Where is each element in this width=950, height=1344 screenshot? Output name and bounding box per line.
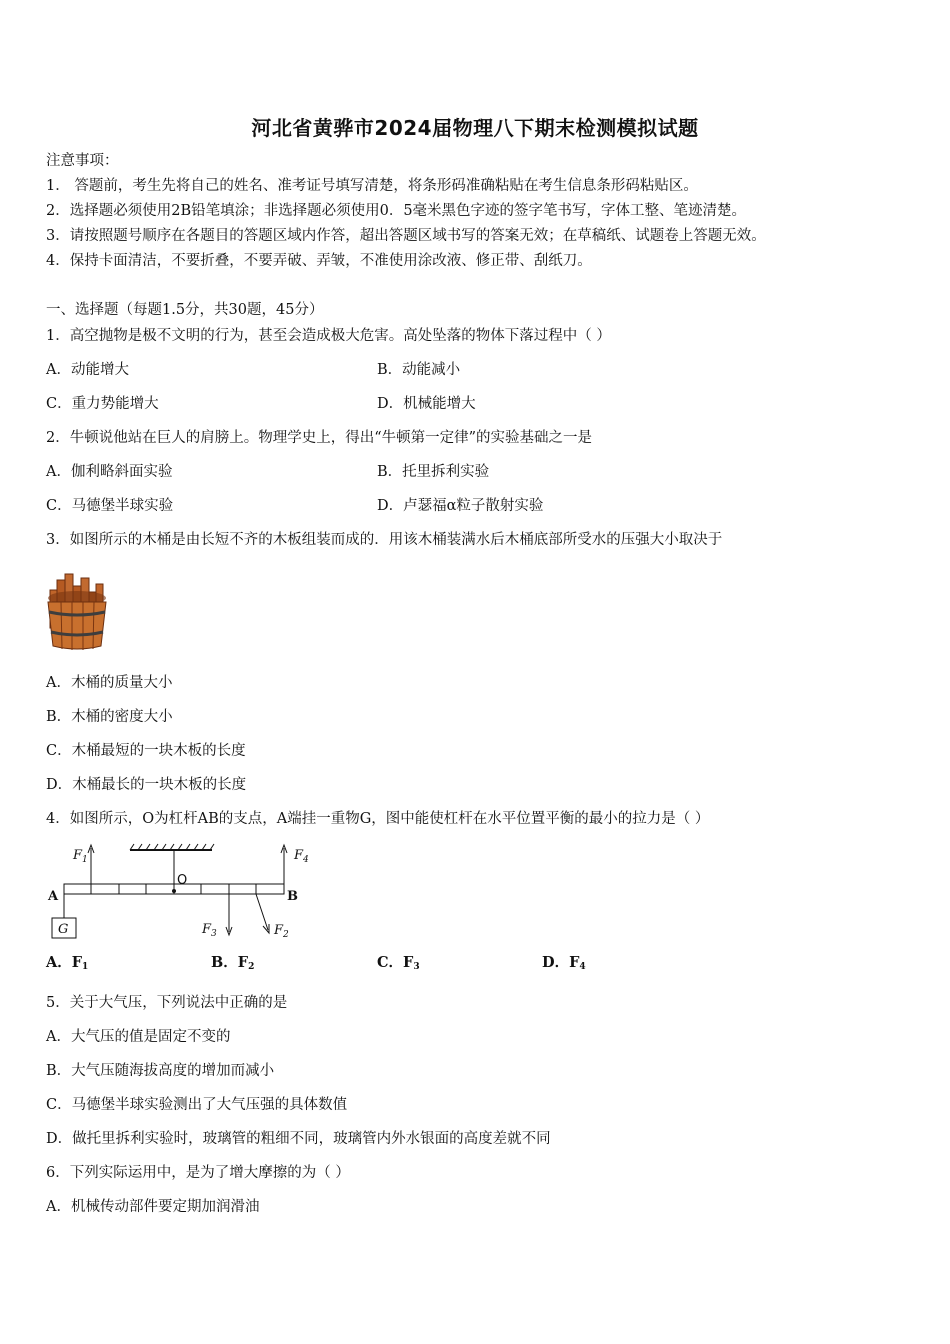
- force-f4-index: 4: [303, 855, 309, 865]
- svg-text:F2: [273, 923, 289, 940]
- question-3-option-d[interactable]: D．木桶最长的一块木板的长度: [46, 777, 247, 793]
- question-5-option-d[interactable]: D．做托里拆利实验时，玻璃管的粗细不同，玻璃管内外水银面的高度差就不同: [46, 1131, 551, 1147]
- pivot-label-o: O: [177, 873, 188, 888]
- force-f3-letter: F: [202, 922, 212, 937]
- question-4-stem: 4．如图所示，O为杠杆AB的支点，A端挂一重物G，图中能使杠杆在水平位置平衡的最小的拉力是（ ）: [46, 811, 710, 827]
- question-2-option-b[interactable]: B．托里拆利实验: [377, 464, 490, 480]
- notice-item-4: 4．保持卡面清洁，不要折叠，不要弄破、弄皱，不准使用涂改液、修正带、刮纸刀。: [46, 253, 592, 269]
- question-4-option-d[interactable]: D．$F_4$: [542, 954, 586, 972]
- notice-item-2: 2．选择题必须使用2B铅笔填涂；非选择题必须使用0．5毫米黑色字迹的签字笔书写，字体工整、笔迹清楚。: [46, 203, 747, 219]
- lever-end-a-label: A: [48, 889, 59, 904]
- question-5-stem: 5．关于大气压，下列说法中正确的是: [46, 995, 288, 1011]
- question-1-option-b[interactable]: B．动能减小: [377, 362, 461, 378]
- force-f1-index: 1: [82, 855, 88, 865]
- question-4-option-a[interactable]: A．$F_1$: [46, 954, 89, 972]
- notice-item-1: 1． 答题前，考生先将自己的姓名、准考证号填写清楚，将条形码准确粘贴在考生信息条形码粘贴区。: [46, 178, 698, 194]
- question-6-option-a[interactable]: A．机械传动部件要定期加润滑油: [46, 1199, 260, 1215]
- svg-text:F1: [72, 848, 88, 865]
- force-f2-index: 2: [283, 930, 289, 940]
- question-4-option-b[interactable]: B．$F_2$: [211, 954, 255, 972]
- lever-end-b-label: B: [287, 889, 298, 904]
- question-1-stem: 1．高空抛物是极不文明的行为，甚至会造成极大危害。高处坠落的物体下落过程中（ ）: [46, 328, 611, 344]
- force-f4-letter: F: [294, 848, 304, 863]
- wooden-bucket-figure: [44, 572, 110, 652]
- question-1-option-a[interactable]: A．动能增大: [46, 362, 129, 378]
- question-3-option-a[interactable]: A．木桶的质量大小: [46, 675, 173, 691]
- page-title: 河北省黄骅市2024届物理八下期末检测模拟试题: [251, 116, 699, 140]
- force-f1-letter: F: [73, 848, 83, 863]
- question-3-option-c[interactable]: C．木桶最短的一块木板的长度: [46, 743, 246, 759]
- svg-text:F4: [293, 848, 309, 865]
- notice-heading: 注意事项：: [46, 153, 119, 169]
- section-heading: 一、选择题（每题1.5分，共30题，45分）: [46, 302, 324, 318]
- lever-diagram: [44, 842, 334, 942]
- question-2-option-d[interactable]: D．卢瑟福α粒子散射实验: [377, 498, 544, 514]
- question-2-option-c[interactable]: C．马德堡半球实验: [46, 498, 174, 514]
- question-3-stem: 3．如图所示的木桶是由长短不齐的木板组装而成的．用该木桶装满水后木桶底部所受水的压强大小取决于: [46, 532, 723, 548]
- question-1-option-c[interactable]: C．重力势能增大: [46, 396, 159, 412]
- question-5-option-b[interactable]: B．大气压随海拔高度的增加而减小: [46, 1063, 275, 1079]
- weight-g-label: G: [58, 922, 69, 937]
- question-2-option-a[interactable]: A．伽利略斜面实验: [46, 464, 173, 480]
- notice-item-3: 3．请按照题号顺序在各题目的答题区域内作答，超出答题区域书写的答案无效；在草稿纸、试题卷上答题无效。: [46, 228, 766, 244]
- question-3-option-b[interactable]: B．木桶的密度大小: [46, 709, 173, 725]
- question-1-option-d[interactable]: D．机械能增大: [377, 396, 476, 412]
- question-6-stem: 6．下列实际运用中，是为了增大摩擦的为（ ）: [46, 1165, 350, 1181]
- force-f2-letter: F: [274, 923, 284, 938]
- svg-text:F3: [201, 922, 217, 939]
- question-4-option-c[interactable]: C．$F_3$: [377, 954, 420, 972]
- question-5-option-c[interactable]: C．马德堡半球实验测出了大气压强的具体数值: [46, 1097, 348, 1113]
- question-2-stem: 2．牛顿说他站在巨人的肩膀上。物理学史上，得出“牛顿第一定律”的实验基础之一是: [46, 430, 593, 446]
- question-5-option-a[interactable]: A．大气压的值是固定不变的: [46, 1029, 231, 1045]
- force-f3-index: 3: [211, 929, 217, 939]
